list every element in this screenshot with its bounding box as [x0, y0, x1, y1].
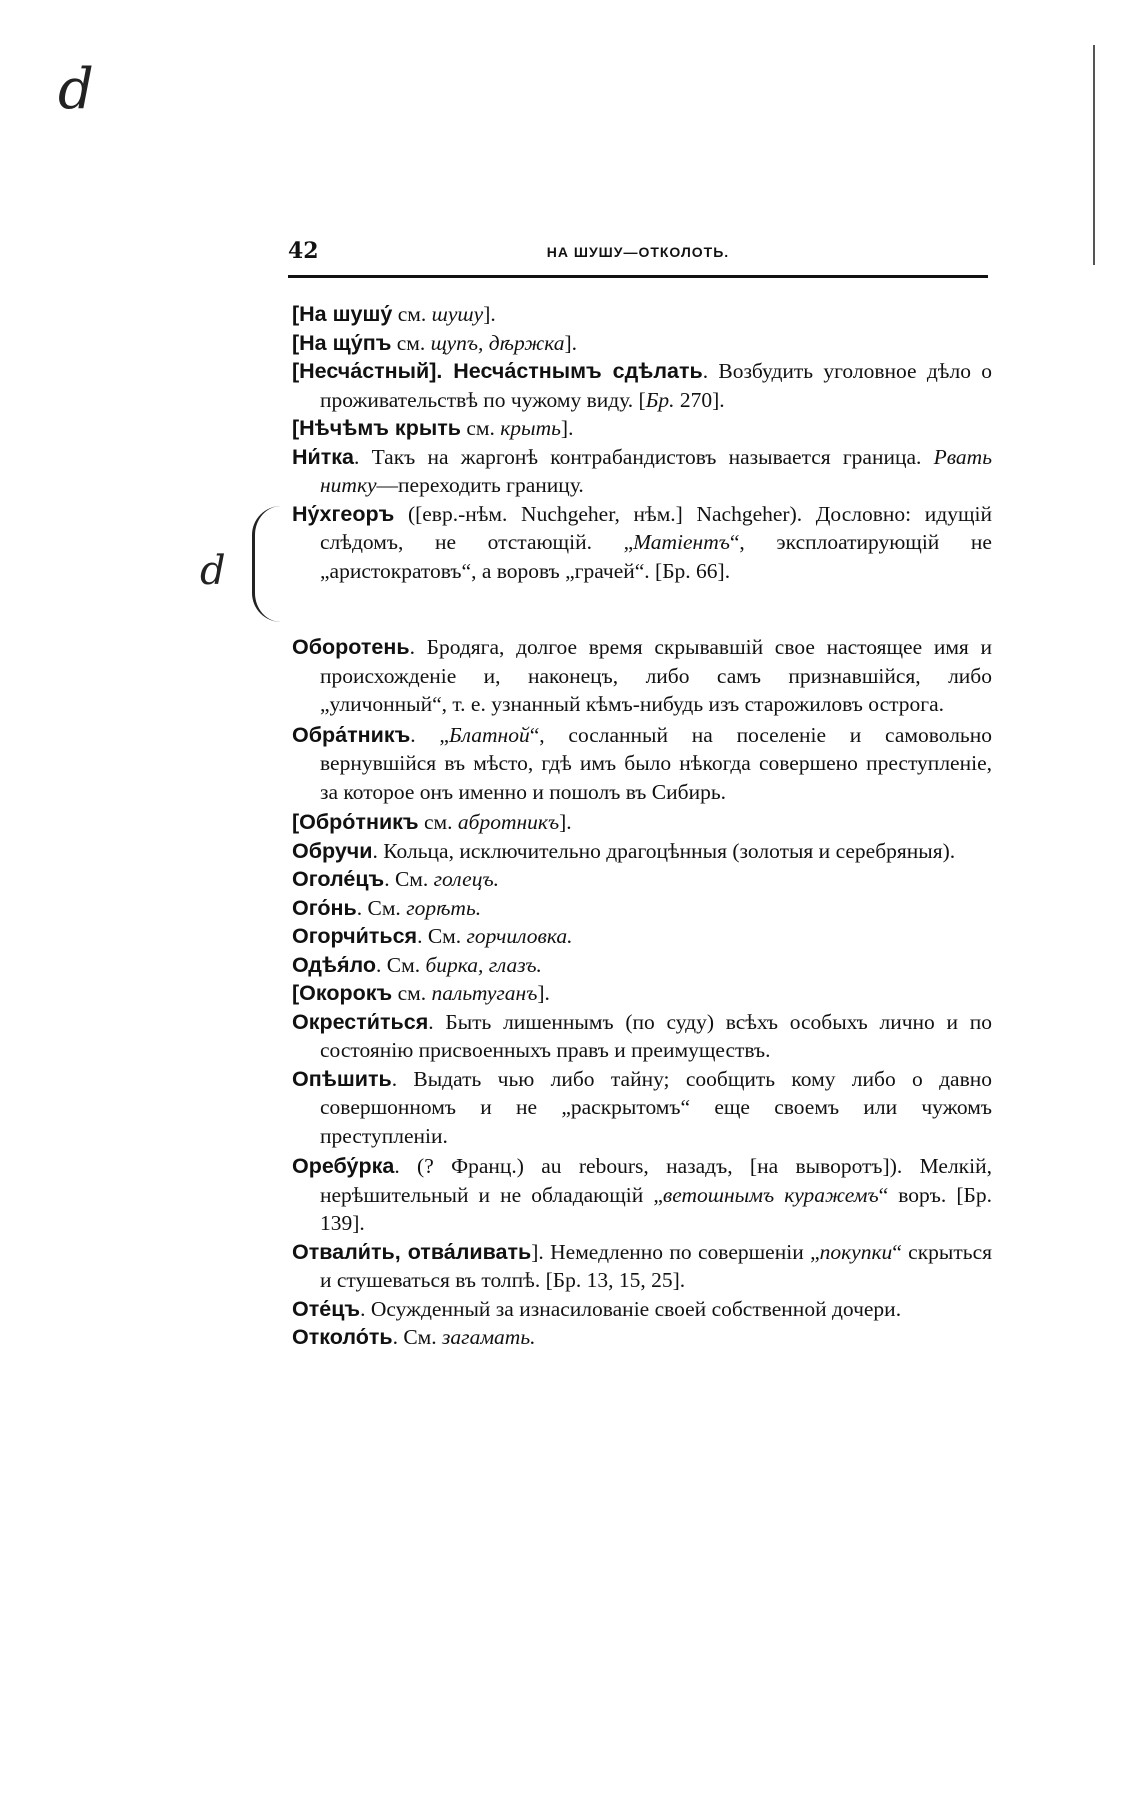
header-rule: [288, 275, 988, 278]
section-gap: [292, 585, 992, 633]
dictionary-entry: Ого́нь. См. горѣть.: [292, 895, 482, 920]
dictionary-entry: Оголе́цъ. См. голецъ.: [292, 867, 500, 891]
page-number: 42: [288, 238, 319, 264]
dictionary-entry: [Обро́тникъ см. абротникъ].: [292, 810, 572, 834]
dictionary-entry: Одѣя́ло. См. бирка, глазъ.: [292, 952, 542, 977]
dictionary-entry: Опѣшить. Выдать чью либо тайну; сообщить кому либо о давно совершонномъ и не „раскрытомъ“ еще своемъ или чужомъ преступленіи.: [292, 1066, 992, 1148]
page-edge-line: [1093, 45, 1095, 265]
page-header: [288, 238, 988, 272]
running-head: НА ШУШУ—ОТКОЛОТЬ.: [546, 244, 730, 260]
dictionary-entry: Ни́тка. Такъ на жаргонѣ контрабандистовъ называется граница. Рвать нитку—переходить границу.: [292, 444, 992, 497]
dictionary-entry: [Окорокъ см. пальтуганъ].: [292, 981, 550, 1005]
dictionary-entry: Оборотень. Бродяга, долгое время скрывавшій свое настоящее имя и происхожденіе и, наконецъ, либо самъ признавшійся, либо „уличонный“, т. е. узнанный кѣмъ-нибудь изъ старожиловъ острога.: [292, 635, 992, 716]
dictionary-entry: [Нѣчѣмъ крыть см. крыть].: [292, 416, 574, 440]
dictionary-entry: Отвали́ть, отва́ливать]. Немедленно по совершеніи „покупки“ скрыться и стушеваться въ толпѣ. [Бр. 13, 15, 25].: [292, 1239, 992, 1292]
dictionary-entry: Оребу́рка. (? Франц.) au rebours, назадъ, [на выворотъ]). Мелкій, нерѣшительный и не обладающій „ветошнымъ куражемъ“ воръ. [Бр. 139].: [292, 1154, 992, 1235]
dictionary-entry: Огорчи́ться. См. горчиловка.: [292, 924, 573, 948]
dictionary-entry: [На щу́пъ см. щупъ, дѣржка].: [292, 330, 578, 355]
margin-brace: [252, 506, 281, 622]
dictionary-entry: Окрести́ться. Быть лишеннымъ (по суду) всѣхъ особыхъ лично и по состоянію присвоенныхъ правъ и преимуществъ.: [292, 1009, 992, 1062]
dictionary-entry: Отколо́ть. См. загамать.: [292, 1325, 536, 1349]
handwritten-corner-mark: d: [58, 57, 94, 122]
dictionary-entry: [На шушу́ см. шушу].: [292, 302, 496, 326]
dictionary-entry: Оте́цъ. Осужденный за изнасилованіе своей собственной дочери.: [292, 1296, 902, 1321]
dictionary-entry: Обручи. Кольца, исключительно драгоцѣнныя (золотыя и серебряныя).: [292, 838, 956, 863]
dictionary-body: [292, 300, 992, 1352]
dictionary-entry: [Несча́стный]. Несча́стнымъ сдѣлать. Возбудить уголовное дѣло о проживательствѣ по чужому виду. [Бр. 270].: [292, 359, 992, 412]
handwritten-margin-note: d: [200, 548, 226, 594]
dictionary-entry: Обра́тникъ. „Блатной“, сосланный на поселеніе и самовольно вернувшійся въ мѣсто, гдѣ имъ было нѣкогда совершено преступленіе, за которое онъ именно и пошолъ въ Сибирь.: [292, 722, 992, 804]
dictionary-entry: Ну́хгеоръ ([евр.-нѣм. Nuchgeher, нѣм.] Nachgeher). Дословно: идущій слѣдомъ, не отстающій. „Матіентъ“, эксплоатирующій не „аристократовъ“, а воровъ „грачей“. [Бр. 66].: [292, 501, 992, 583]
